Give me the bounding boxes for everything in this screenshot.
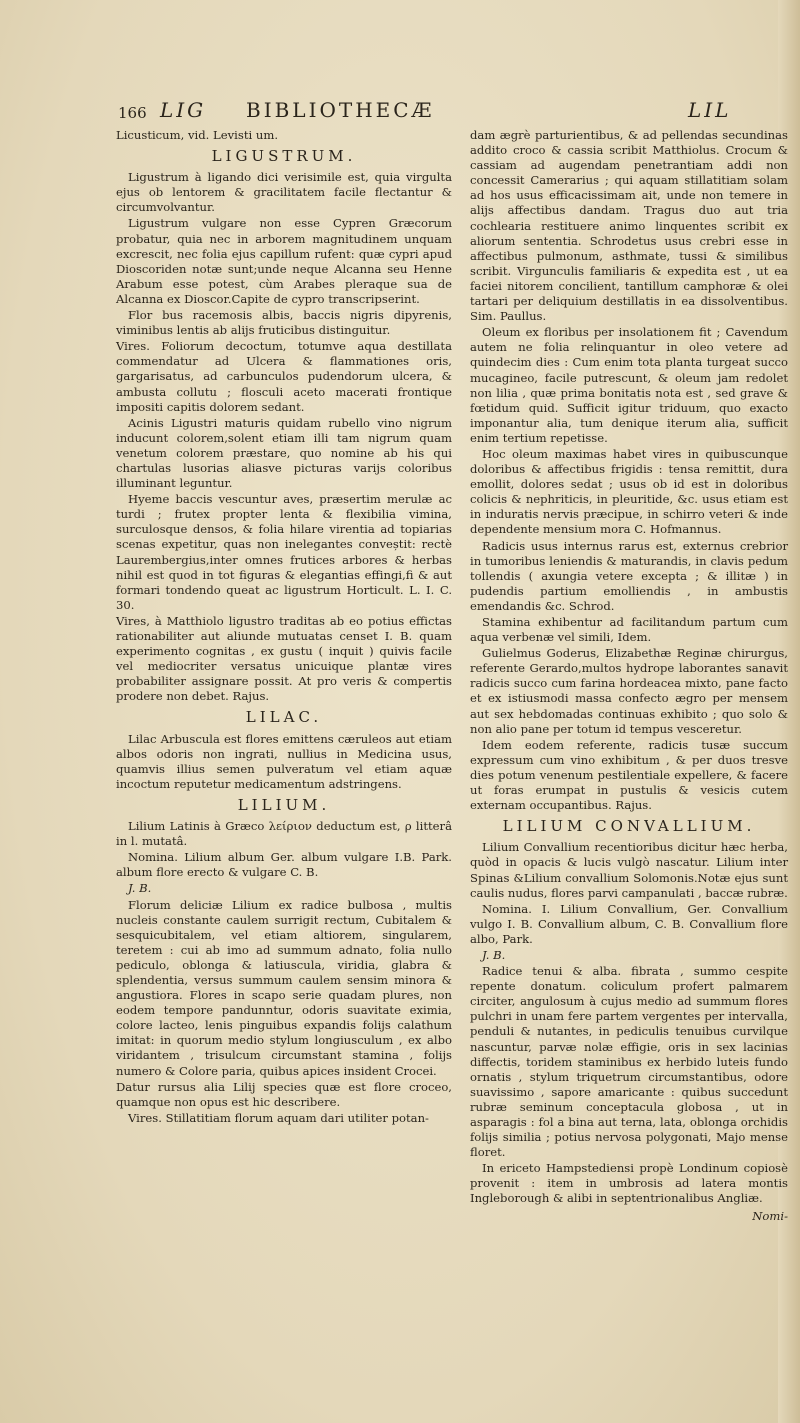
paragraph: Lilium Latinis à Græco λείριον deductum est, ρ litterâ in l. mutatâ. [116,819,452,849]
paragraph: Oleum ex floribus per insolationem fit ; Cavendum autem ne folia relinquantur in oleo vetere ad quindecim dies : Cum enim tota planta turgeat succo mucagineo, facile putrescunt, & oleum jam redolet non lilia , quæ prima bonitatis nota est , sed grave & fœtidum quid. Sufficit igitur triduum, quo exacto imponantur alia, tum denique iterum alia, sufficit enim tertium repetisse. [470,325,788,445]
left-column [116,128,452,1127]
paragraph: Vires, à Matthiolo ligustro traditas ab eo potius effictas rationabiliter aut aliunde mutuatas censet I. B. quam experimento cognitas , ex gustu ( inquit ) quivis facile vel mediocriter versatus unicuique plantæ vires probabiliter assignare possit. At pro veris & compertis prodere non debet. Rajus. [116,613,452,704]
paragraph: Nomina. Lilium album Ger. album vulgare I.B. Park. album flore erecto & vulgare C. B. [116,850,452,880]
header-right-key: LIL [688,98,732,122]
paragraph: Ligustrum à ligando dici verisimile est, quia virgulta ejus ob lentorem & gracilitatem facile flectantur & circumvolvantur. [116,170,452,215]
paragraph: Vires. Foliorum decoctum, totumve aqua destillata commendatur ad Ulcera & flammationes oris, gargarisatus, ad carbunculos pudendorum ulcera, & ambusta collutu ; flosculi aceto macerati frontique impositi capitis dolorem sedant. [116,339,452,414]
section-heading: LILAC. [245,708,323,727]
catchword: Nomi- [752,1208,788,1223]
running-header [118,98,732,124]
page-number: 166 [118,104,147,122]
section-heading: LILIUM CONVALLIUM. [502,817,756,836]
paragraph: J. B. [128,881,152,896]
paragraph: Datur rursus alia Lilij species quæ est flore croceo, quamque non opus est hic describere. [116,1079,452,1109]
paragraph: Licusticum, vid. Levisti um. [116,128,279,142]
paragraph: Radicis usus internus rarus est, externus crebrior in tumoribus leniendis & maturandis, in clavis pedum tollendis ( axungia vetere excepta ; & illitæ ) in pudendis partium emolliendis , in ambustis emendandis &c. Schrod. [470,538,788,613]
paragraph: Hyeme baccis vescuntur aves, præsertim merulæ ac turdi ; frutex propter lenta & flexibilia vimina, surculosque densos, & folia hilare virentia ad topiarias scenas expetitur, quas non inelegantes conveștit: rectè Laurembergius,inter omnes frutices arbores & herbas nihil est quod in tot figuras & elegantias effingi,fi & aut formari tondendo queat ac ligustrum Horticult. L. I. C. 30. [116,492,452,612]
paragraph: Gulielmus Goderus, Elizabethæ Reginæ chirurgus, referente Gerardo,multos hydrope laborantes sanavit radicis succo cum farina hordeacea mixto, pane facto et ex istiusmodi massa confecto ægro per mensem aut sex hebdomadas continuas exhibito ; quo solo & non alio pane per totum id tempus vesceretur. [470,646,788,736]
paragraph: Nomina. I. Lilium Convallium, Ger. Convallium vulgo I. B. Convallium album, C. B. Convallium flore albo, Park. [470,901,788,946]
paragraph: J. B. [482,947,506,962]
paragraph: In ericeto Hampstediensi propè Londinum copiosè provenit : item in umbrosis ad latera montis Ingleborough & alibi in septentrionalibus Angliæ. [470,1161,788,1206]
paragraph: Lilac Arbuscula est flores emittens cæruleos aut etiam albos odoris non ingrati, nullius in Medicina usus, quamvis illius semen pulveratum vel etiam aquæ incoctum reputetur medicamentum adstringens. [116,731,452,791]
paragraph: Stamina exhibentur ad facilitandum partum cum aqua verbenæ vel simili, Idem. [470,615,788,645]
section-heading: LIGUSTRUM. [211,147,357,166]
paragraph: Idem eodem referente, radicis tusæ succum expressum cum vino exhibitum , & per duos tresve dies potum venenum pestilentiale expellere, & facere ut foras erumpat in pustulis & vesicis cutem externam occupantibus. Rajus. [470,737,788,813]
paragraph: Ligustrum vulgare non esse Cypren Græcorum probatur, quia nec in arborem magnitudinem unquam excrescit, nec folia ejus capillum rufent: quæ cypri apud Dioscoriden notæ sunt;unde neque Alcanna seu Henne Arabum esse potest, cùm Arabes pleraque sua de Alcanna ex Dioscor.Capite de cypro transcripserint. [116,216,452,306]
paragraph: Flor bus racemosis albis, baccis nigris dipyrenis, viminibus lentis ab alijs fruticibus distinguitur. [116,308,452,338]
header-left-key: LIG [160,98,207,122]
paragraph: dam ægrè parturientibus, & ad pellendas secundinas addito croco & cassia scribit Matthiolus. Crocum & cassiam ad augendam penetrantiam addi non concessit Camerarius ; qui aquam stillatitiam solam ad hos usus efficacissimam ait, unde non temere in alijs affectibus dandam. Tragus duo aut tria cochlearia restituere animo linquentes scribit ex aliorum sententia. Schrodetus usus crebri esse in affectibus pulmonum, asthmate, tussi & similibus scribit. Virgunculis familiaris & expedita est , ut ea faciei nitorem concilient, tantillum camphoræ & olei tartari per deliquium destillatis in ea dissolventibus. Sim. Paullus. [470,128,788,324]
paragraph: Radice tenui & alba. fibrata , summo cespite repente donatum. coliculum profert palmarem circiter, angulosum à cujus medio ad summum flores pulchri in unam fere partem vergentes per intervalla, penduli & nutantes, in pediculis tenuibus curvilque nascuntur, parvæ nolæ effigie, oris in sex lacinias diffectis, toridem staminibus ex herbido luteis fundo ornatis , stylum triquetrum circumstantibus, odore suavissimo , sapore amaricante : quibus succedunt rubræ seminum conceptacula globosa , ut in asparagis : fol a bina aut terna, lata, oblonga orchidis folijs similia ; potius nervosa polygonati, Majo mense floret. [470,964,788,1160]
paragraph: Acinis Ligustri maturis quidam rubello vino nigrum inducunt colorem,solent etiam illi tam nigrum quam venetum colorem præstare, quo nomine ab his qui chartulas lusorias aliasve picturas varijs coloribus illuminant leguntur. [116,415,452,491]
paragraph: Hoc oleum maximas habet vires in quibuscunque doloribus & affectibus frigidis : tensa remittit, dura emollit, dolores sedat ; usus ob id est in doloribus colicis & nephriticis, in pleuritide, &c. usus etiam est in induratis nervis præcipue, in schirro veteri & inde dependente mensium mora C. Hofmannus. [470,446,788,537]
paragraph: Lilium Convallium recentioribus dicitur hæc herba, quòd in opacis & lucis vulgò nascatur. Lilium inter Spinas &Lilium convallium Solomonis.Notæ ejus sunt caulis nudus, flores parvi campanulati , baccæ rubræ. [470,840,788,900]
header-title: BIBLIOTHECÆ [246,98,435,122]
section-heading: LILIUM. [237,795,331,814]
paragraph: Florum deliciæ Lilium ex radice bulbosa , multis nucleis constante caulem surrigit rectum, Cubitalem & sesquicubitalem, vel etiam altiorem, singularem, teretem : cui ab imo ad summum adnato, folia nullo pediculo, oblonga & latiuscula, viridia, glabra & splendentia, versus summum caulem sensim minora & angustiora. Flores in scapo serie quadam plures, non eodem tempore pandunntur, odoris suavitate eximia, colore lacteo, lenis pinguibus expandis folijs calathum imitat: in quorum medio stylum longiusculum , ex albo viridantem , trisulcum circumstant stamina , folijs numero & Colore paria, quibus apices insident Crocei. [116,897,452,1078]
right-column [470,128,788,1224]
paragraph: Vires. Stillatitiam florum aquam dari utiliter potan- [128,1110,429,1125]
